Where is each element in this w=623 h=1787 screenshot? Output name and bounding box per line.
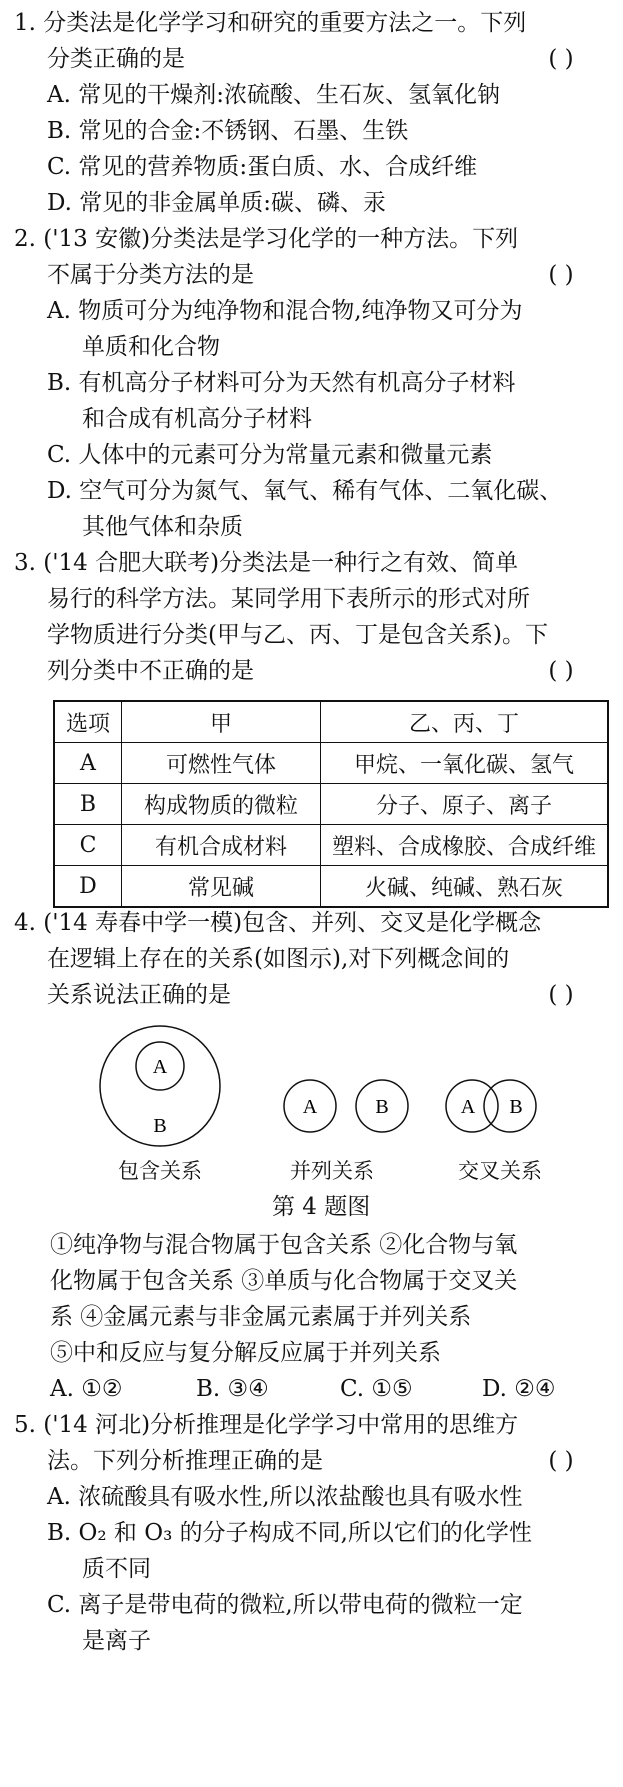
- q4-stem-line3: 关系说法正确的是: [47, 982, 231, 1008]
- q4-stem-line2: 在逻辑上存在的关系(如图示),对下列概念间的: [47, 946, 510, 972]
- q2-stem-line1: 2. ('13 安徽)分类法是学习化学的一种方法。下列: [14, 226, 519, 252]
- inclusion-label-b: B: [153, 1115, 167, 1137]
- q3-answer-paren[interactable]: ( ): [548, 658, 574, 684]
- table-cell: A: [54, 743, 122, 784]
- table-header-cell: 乙、丙、丁: [321, 701, 609, 743]
- q4-statement-line2: 化物属于包含关系 ③单质与化合物属于交叉关: [50, 1268, 518, 1294]
- q4-option-c: C. ①⑤: [340, 1376, 413, 1402]
- table-row: [54, 825, 608, 866]
- q4-option-d: D. ②④: [482, 1376, 556, 1402]
- q3-stem-line3: 学物质进行分类(甲与乙、丙、丁是包含关系)。下: [47, 622, 548, 648]
- cross-label-a: A: [460, 1096, 476, 1118]
- inclusion-caption: 包含关系: [118, 1159, 202, 1183]
- q3-classification-table: [53, 700, 609, 908]
- q2-option-d-line1: D. 空气可分为氮气、氧气、稀有气体、二氧化碳、: [47, 478, 563, 504]
- q1-option-a: A. 常见的干燥剂:浓硫酸、生石灰、氢氧化钠: [47, 82, 500, 108]
- table-cell: 有机合成材料: [122, 825, 321, 866]
- q2-option-a-line2: 单质和化合物: [82, 334, 220, 360]
- parallel-label-a: A: [302, 1096, 318, 1118]
- q5-stem-line1: 5. ('14 河北)分析推理是化学学习中常用的思维方: [14, 1412, 519, 1438]
- inclusion-label-a: A: [152, 1056, 168, 1078]
- q1-option-c: C. 常见的营养物质:蛋白质、水、合成纤维: [47, 154, 478, 180]
- parallel-label-b: B: [375, 1096, 389, 1118]
- q4-relationship-figure: [60, 1018, 580, 1158]
- table-cell: 塑料、合成橡胶、合成纤维: [321, 825, 609, 866]
- table-cell: 分子、原子、离子: [321, 784, 609, 825]
- q2-option-a-line1: A. 物质可分为纯净物和混合物,纯净物又可分为: [47, 298, 523, 324]
- table-cell: 构成物质的微粒: [122, 784, 321, 825]
- q5-option-b-line2: 质不同: [82, 1556, 151, 1582]
- figure-caption: 第 4 题图: [272, 1194, 371, 1220]
- q5-option-a: A. 浓硫酸具有吸水性,所以浓盐酸也具有吸水性: [47, 1484, 523, 1510]
- q2-answer-paren[interactable]: ( ): [548, 262, 574, 288]
- q3-stem-line2: 易行的科学方法。某同学用下表所示的形式对所: [47, 586, 530, 612]
- q2-option-b-line2: 和合成有机高分子材料: [82, 406, 312, 432]
- q5-stem-line2: 法。下列分析推理正确的是: [47, 1448, 323, 1474]
- q3-stem-line1: 3. ('14 合肥大联考)分类法是一种行之有效、简单: [14, 550, 519, 576]
- table-row: [54, 784, 608, 825]
- cross-label-b: B: [509, 1096, 523, 1118]
- table-cell: D: [54, 866, 122, 908]
- q1-option-d: D. 常见的非金属单质:碳、磷、汞: [47, 190, 386, 216]
- table-cell: B: [54, 784, 122, 825]
- q3-stem-line4: 列分类中不正确的是: [47, 658, 254, 684]
- q5-option-c-line1: C. 离子是带电荷的微粒,所以带电荷的微粒一定: [47, 1592, 523, 1618]
- table-header-cell: 甲: [122, 701, 321, 743]
- table-header-cell: 选项: [54, 701, 122, 743]
- table-header-row: [54, 701, 608, 743]
- q1-stem-line1: 1. 分类法是化学学习和研究的重要方法之一。下列: [14, 10, 527, 36]
- q4-statement-line4: ⑤中和反应与复分解反应属于并列关系: [50, 1340, 441, 1366]
- q1-stem-line2: 分类正确的是: [47, 46, 185, 72]
- q2-option-d-line2: 其他气体和杂质: [82, 514, 243, 540]
- q4-answer-paren[interactable]: ( ): [548, 982, 574, 1008]
- q2-stem-line2: 不属于分类方法的是: [47, 262, 254, 288]
- q4-statement-line1: ①纯净物与混合物属于包含关系 ②化合物与氧: [50, 1232, 518, 1258]
- q4-statement-line3: 系 ④金属元素与非金属元素属于并列关系: [50, 1304, 472, 1330]
- table-row: [54, 743, 608, 784]
- table-cell: 火碱、纯碱、熟石灰: [321, 866, 609, 908]
- q4-option-b: B. ③④: [196, 1376, 269, 1402]
- table-row: [54, 866, 608, 908]
- table-cell: 可燃性气体: [122, 743, 321, 784]
- table-cell: 甲烷、一氧化碳、氢气: [321, 743, 609, 784]
- parallel-caption: 并列关系: [290, 1159, 374, 1183]
- table-cell: 常见碱: [122, 866, 321, 908]
- q4-stem-line1: 4. ('14 寿春中学一模)包含、并列、交叉是化学概念: [14, 910, 542, 936]
- cross-caption: 交叉关系: [458, 1159, 542, 1183]
- table-cell: C: [54, 825, 122, 866]
- q2-option-b-line1: B. 有机高分子材料可分为天然有机高分子材料: [47, 370, 516, 396]
- q1-answer-paren[interactable]: ( ): [548, 46, 574, 72]
- q4-option-a: A. ①②: [50, 1376, 123, 1402]
- q5-answer-paren[interactable]: ( ): [548, 1448, 574, 1474]
- q5-option-c-line2: 是离子: [82, 1628, 151, 1654]
- q5-option-b-line1: B. O₂ 和 O₃ 的分子构成不同,所以它们的化学性: [47, 1520, 532, 1546]
- q1-option-b: B. 常见的合金:不锈钢、石墨、生铁: [47, 118, 409, 144]
- q2-option-c: C. 人体中的元素可分为常量元素和微量元素: [47, 442, 493, 468]
